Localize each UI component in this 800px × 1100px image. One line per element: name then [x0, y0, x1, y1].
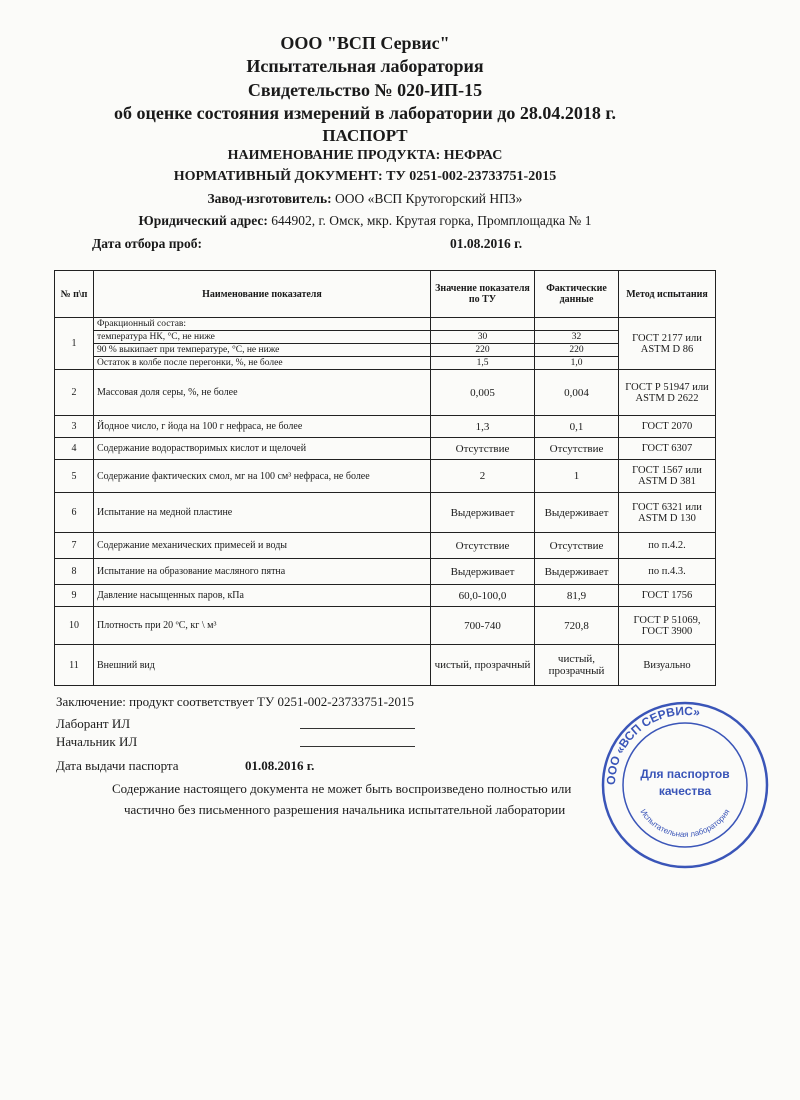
row-method: ГОСТ 6307	[619, 438, 716, 460]
stamp-center-text-2: качества	[658, 784, 712, 798]
row-fact: чистый, прозрачный	[535, 645, 619, 686]
stamp-center-text-1: Для паспортов	[640, 767, 730, 781]
row-number: 2	[55, 370, 94, 416]
sample-date: 01.08.2016 г.	[450, 236, 523, 251]
issue-date-label: Дата выдачи паспорта	[56, 758, 179, 773]
row-name: Фракционный состав:	[94, 318, 431, 331]
table-row	[55, 559, 716, 585]
row-method: ГОСТ Р 51069, ГОСТ 3900	[619, 607, 716, 645]
row-method: по п.4.3.	[619, 559, 716, 585]
col-number: № п\п	[55, 271, 94, 318]
row-method: ГОСТ 1756	[619, 585, 716, 607]
row-number: 6	[55, 493, 94, 533]
table-subrow	[55, 331, 716, 344]
row-method: по п.4.2.	[619, 533, 716, 559]
row-tu: 30	[431, 331, 535, 344]
row-method: ГОСТ 1567 или ASTM D 381	[619, 460, 716, 493]
row-tu: 1,3	[431, 416, 535, 438]
notice-line-1: Содержание настоящего документа не может быть воспроизведено полностью или	[112, 781, 572, 796]
stamp-outer-text: ООО «ВСП СЕРВИС»	[603, 703, 702, 786]
table-subrow	[55, 357, 716, 370]
row-number: 3	[55, 416, 94, 438]
row-fact: Отсутствие	[535, 533, 619, 559]
row-fact: 81,9	[535, 585, 619, 607]
row-fact: Выдерживает	[535, 559, 619, 585]
table-row	[55, 533, 716, 559]
manufacturer-label: Завод-изготовитель:	[207, 191, 332, 206]
lab-stamp	[600, 700, 770, 870]
laborant-row	[56, 716, 614, 732]
document-title: ПАСПОРТ	[322, 126, 408, 145]
row-fact: 1	[535, 460, 619, 493]
table-subrow	[55, 344, 716, 357]
row-name: Внешний вид	[94, 645, 431, 686]
row-number: 8	[55, 559, 94, 585]
svg-text:Испытательная лаборатория	[638, 808, 731, 840]
manufacturer	[0, 191, 730, 207]
row-name: Содержание механических примесей и воды	[94, 533, 431, 559]
row-number: 5	[55, 460, 94, 493]
assessment-text: об оценке состояния измерений в лаборатории до 28.04.2018 г.	[113, 103, 617, 123]
row-name: Содержание водорастворимых кислот и щелочей	[94, 438, 431, 460]
stamp-inner-text: Испытательная лаборатория	[638, 807, 732, 840]
row-name: Массовая доля серы, %, не более	[94, 370, 431, 416]
table-row	[55, 585, 716, 607]
row-fact: Выдерживает	[535, 493, 619, 533]
table-row	[55, 318, 716, 331]
row-method: ГОСТ 6321 или ASTM D 130	[619, 493, 716, 533]
table-row	[55, 493, 716, 533]
table-row	[55, 416, 716, 438]
row-number: 10	[55, 607, 94, 645]
legal-address	[0, 213, 730, 229]
row-method: ГОСТ 2070	[619, 416, 716, 438]
row-fact: 220	[535, 344, 619, 357]
chief-row	[56, 734, 614, 750]
row-name: Плотность при 20 ºС, кг \ м³	[94, 607, 431, 645]
row-name: Остаток в колбе после перегонки, %, не более	[94, 357, 431, 370]
row-number: 7	[55, 533, 94, 559]
row-tu: Выдерживает	[431, 559, 535, 585]
row-name: Испытание на образование масляного пятна	[94, 559, 431, 585]
row-tu: Выдерживает	[431, 493, 535, 533]
row-tu: Отсутствие	[431, 438, 535, 460]
results-table	[54, 270, 716, 686]
chief-label: Начальник ИЛ	[56, 734, 138, 749]
address-value: 644902, г. Омск, мкр. Крутая горка, Промплощадка № 1	[267, 213, 592, 228]
row-fact: 720,8	[535, 607, 619, 645]
row-fact	[535, 318, 619, 331]
issue-date-row	[56, 758, 614, 774]
table-row	[55, 460, 716, 493]
col-actual: Фактические данные	[535, 271, 619, 318]
row-name: 90 % выкипает при температуре, °С, не ниже	[94, 344, 431, 357]
col-tu-value: Значение показателя по ТУ	[431, 271, 535, 318]
row-tu	[431, 318, 535, 331]
row-tu: 0,005	[431, 370, 535, 416]
lab-name: Испытательная лаборатория	[246, 56, 484, 76]
row-tu: 220	[431, 344, 535, 357]
row-tu: 700-740	[431, 607, 535, 645]
normative-document: НОРМАТИВНЫЙ ДОКУМЕНТ: ТУ 0251-002-23733751-2015	[173, 169, 557, 184]
conclusion: Заключение: продукт соответствует ТУ 0251-002-23733751-2015	[56, 694, 414, 709]
table-row	[55, 370, 716, 416]
row-tu: 1,5	[431, 357, 535, 370]
row-method: ГОСТ Р 51947 или ASTM D 2622	[619, 370, 716, 416]
row-number: 4	[55, 438, 94, 460]
address-label: Юридический адрес:	[138, 213, 268, 228]
row-method: ГОСТ 2177 или ASTM D 86	[619, 318, 716, 370]
row-number: 11	[55, 645, 94, 686]
row-name: Давление насыщенных паров, кПа	[94, 585, 431, 607]
row-method: Визуально	[619, 645, 716, 686]
chief-signature-line	[300, 746, 415, 747]
col-name: Наименование показателя	[94, 271, 431, 318]
footer	[54, 694, 614, 820]
row-tu: Отсутствие	[431, 533, 535, 559]
row-name: Испытание на медной пластине	[94, 493, 431, 533]
row-fact: 32	[535, 331, 619, 344]
row-number: 1	[55, 318, 94, 370]
table-row	[55, 438, 716, 460]
table-header-row	[55, 271, 716, 318]
row-fact: 1,0	[535, 357, 619, 370]
row-fact: 0,1	[535, 416, 619, 438]
sample-date-label: Дата отбора проб:	[92, 236, 203, 251]
row-name: Йодное число, г йода на 100 г нефраса, не более	[94, 416, 431, 438]
product-name: НАИМЕНОВАНИЕ ПРОДУКТА: НЕФРАС	[227, 148, 503, 163]
certificate-number: Свидетельство № 020-ИП-15	[247, 80, 483, 100]
col-method: Метод испытания	[619, 271, 716, 318]
row-tu: чистый, прозрачный	[431, 645, 535, 686]
issue-date: 01.08.2016 г.	[245, 758, 315, 773]
row-fact: Отсутствие	[535, 438, 619, 460]
table-row	[55, 645, 716, 686]
row-name: Содержание фактических смол, мг на 100 см³ нефраса, не более	[94, 460, 431, 493]
laborant-label: Лаборант ИЛ	[56, 716, 131, 731]
notice-line-2: частично без письменного разрешения начальника испытательной лаборатории	[124, 802, 566, 817]
row-name: температура НК, °С, не ниже	[94, 331, 431, 344]
row-number: 9	[55, 585, 94, 607]
manufacturer-value: ООО «ВСП Крутогорский НПЗ»	[331, 191, 523, 206]
row-fact: 0,004	[535, 370, 619, 416]
company-name: ООО "ВСП Сервис"	[280, 33, 450, 53]
table-row	[55, 607, 716, 645]
laborant-signature-line	[300, 728, 415, 729]
row-tu: 2	[431, 460, 535, 493]
row-tu: 60,0-100,0	[431, 585, 535, 607]
